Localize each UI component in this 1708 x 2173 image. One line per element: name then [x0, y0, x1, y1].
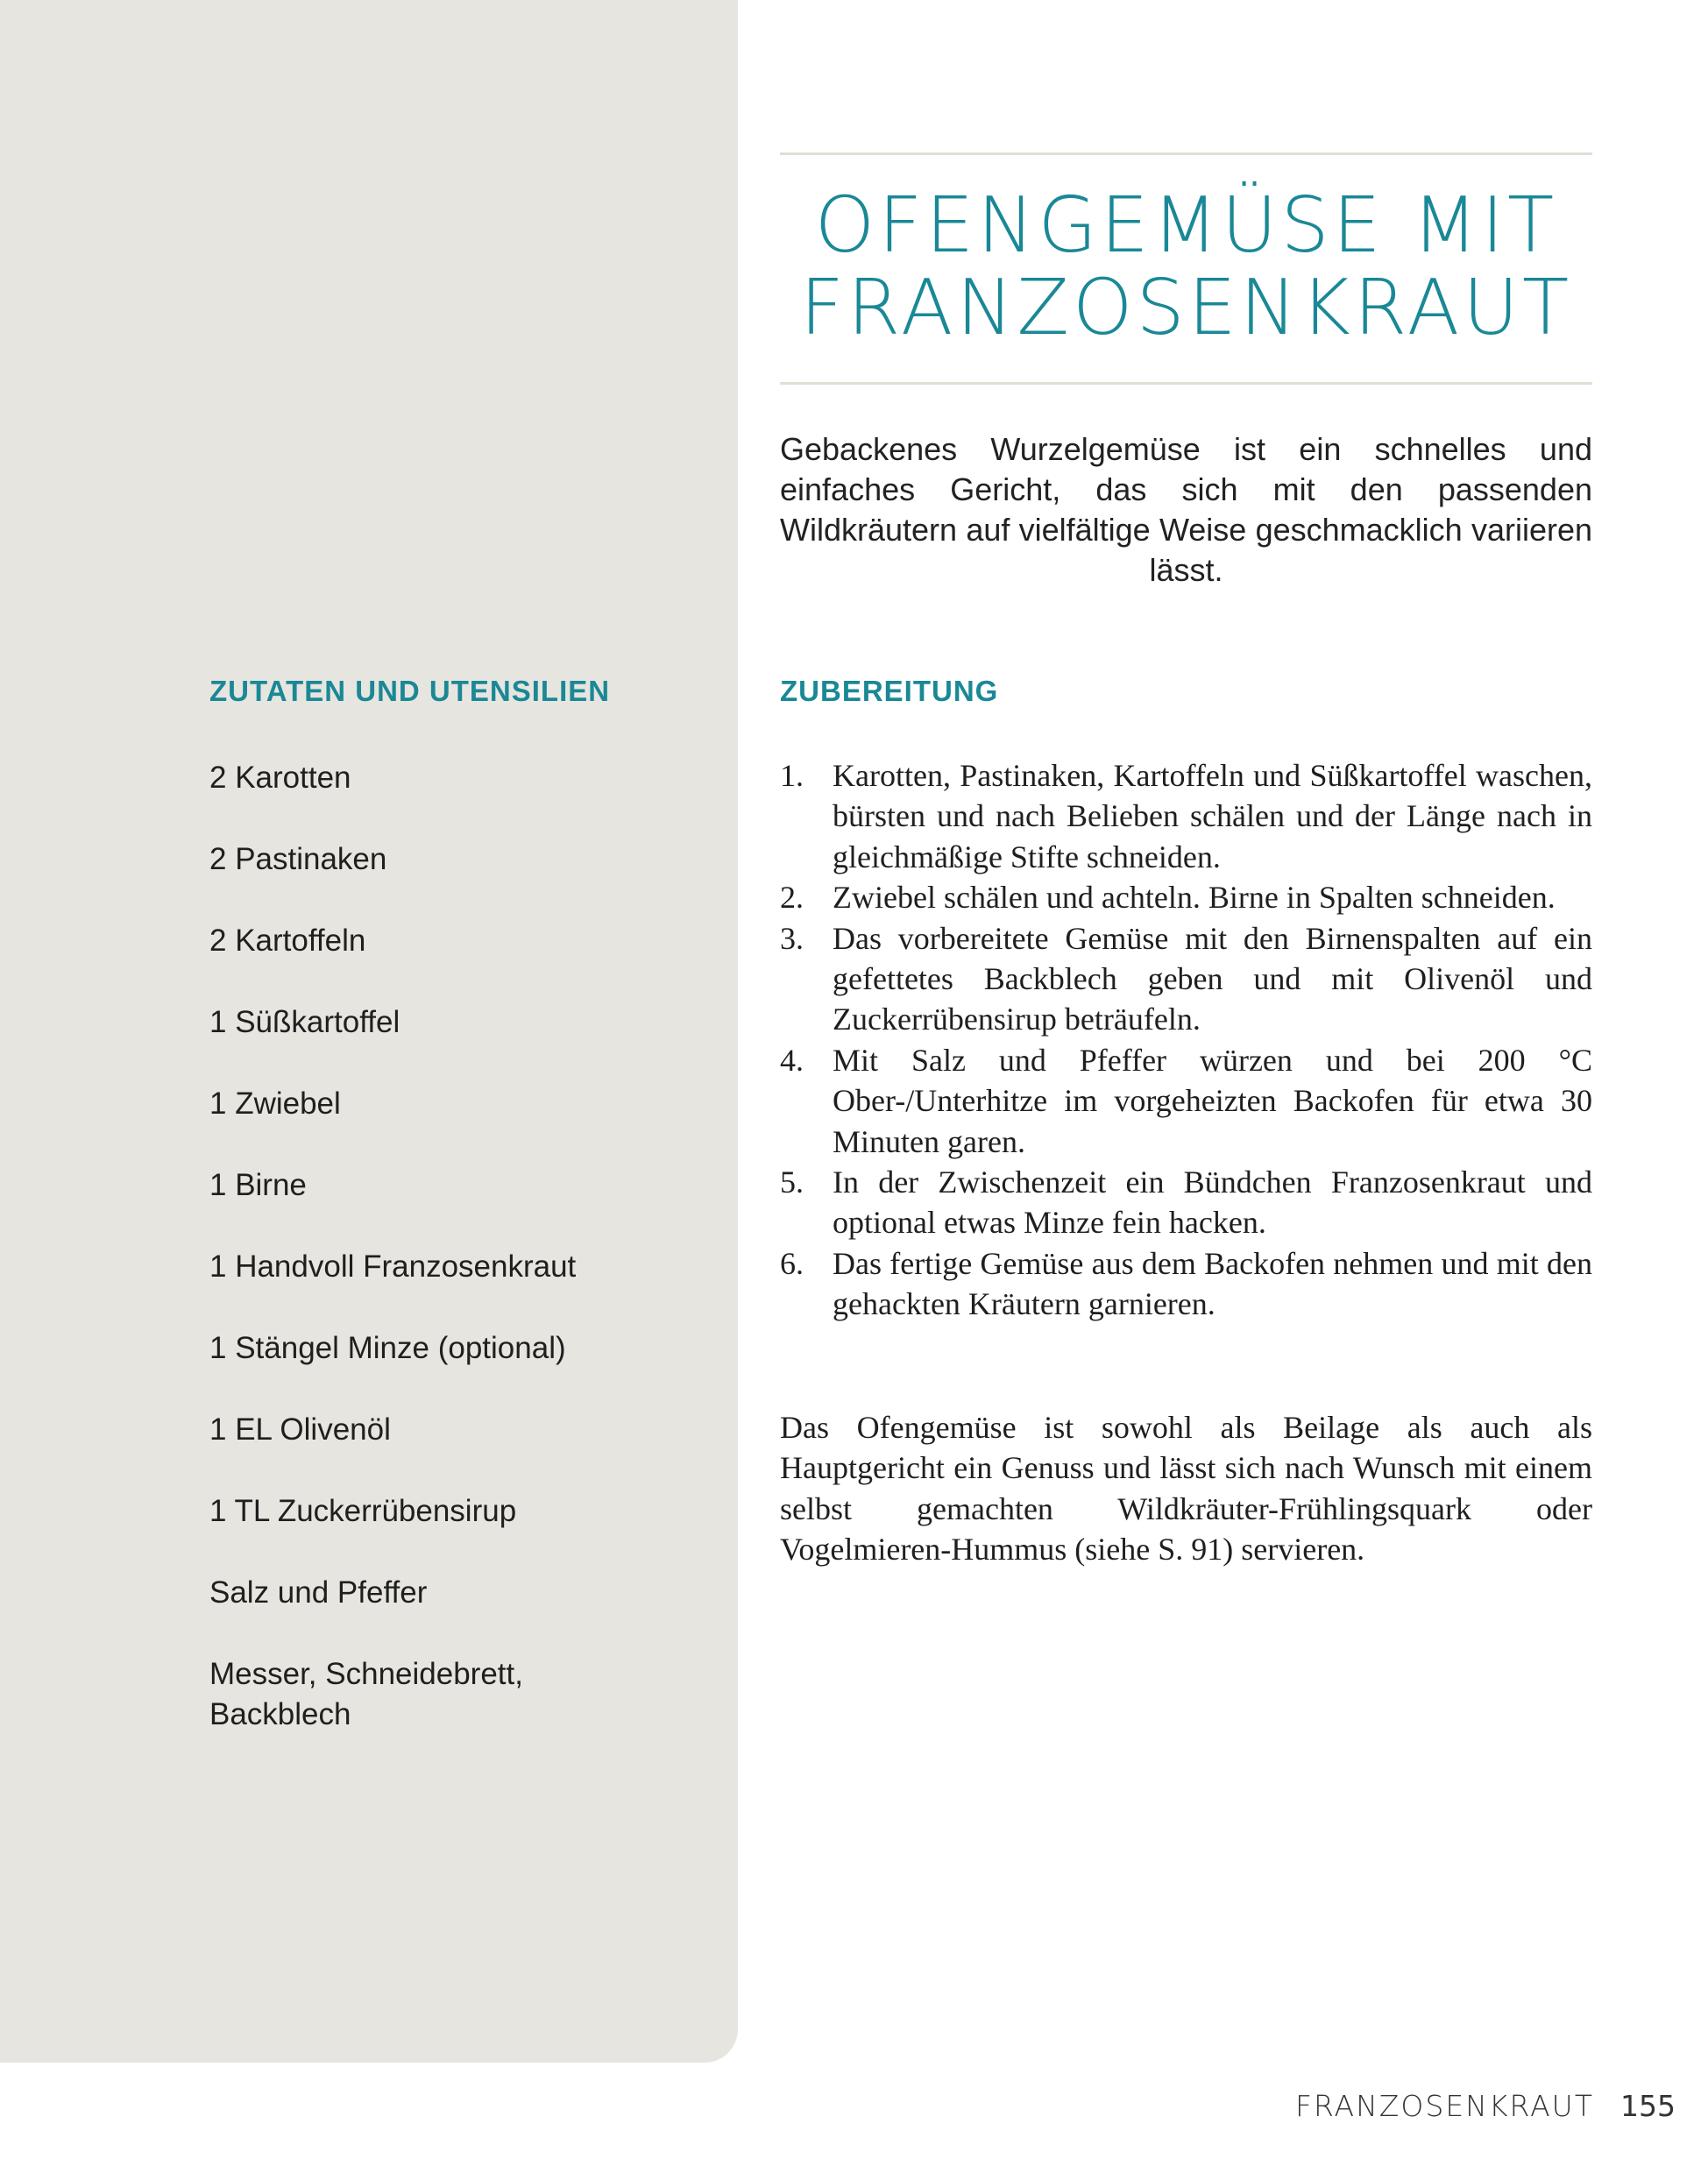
step-number: 2.: [780, 880, 804, 916]
page-footer: [1095, 2089, 1708, 2133]
ingredient-item: Messer, Schneidebrett, Backblech: [209, 1657, 523, 1731]
step-text: Karotten, Pastinaken, Kartoffeln und Süßkartoffel waschen, bürsten und nach Belieben schälen und der Länge nach in gleichmäßige Stifte schneiden.: [833, 758, 1592, 874]
preparation-step: [780, 1162, 1592, 1243]
preparation-step: [780, 918, 1592, 1040]
step-text: Das fertige Gemüse aus dem Backofen nehmen und mit den gehackten Kräutern garnieren.: [833, 1245, 1592, 1322]
preparation-step: [780, 755, 1592, 877]
page-number: 155: [1620, 2089, 1676, 2123]
recipe-intro: Gebackenes Wurzelgemüse ist ein schnelles und einfaches Gericht, das sich mit den passenden Wildkräutern auf vielfältige Weise geschmacklich variieren lässt.: [780, 431, 1592, 588]
serving-note: Das Ofengemüse ist sowohl als Beilage als auch als Hauptgericht ein Genuss und lässt sich nach Wunsch mit einem selbst gemachten Wildkräuter-Frühlingsquark oder Vogelmieren-Hummus (siehe S. 91) servieren.: [780, 1410, 1592, 1568]
step-number: 3.: [780, 920, 804, 956]
ingredients-heading: ZUTATEN UND UTENSILIEN: [209, 675, 611, 707]
ingredient-item: 1 TL Zuckerrübensirup: [209, 1494, 517, 1528]
recipe-title: [780, 180, 1592, 352]
recipe-title-line-2: FRANZOSENKRAUT: [799, 263, 1573, 352]
ingredient-item: 1 Handvoll Franzosenkraut: [209, 1249, 577, 1284]
step-text: In der Zwischenzeit ein Bündchen Franzosenkraut und optional etwas Minze fein hacken.: [833, 1164, 1592, 1241]
ingredient-item: 1 Zwiebel: [209, 1086, 341, 1121]
ingredient-item: 1 Stängel Minze (optional): [209, 1331, 566, 1365]
title-top-rule: [780, 152, 1592, 155]
ingredient-item: 1 EL Olivenöl: [209, 1412, 391, 1447]
preparation-step: [780, 1243, 1592, 1325]
step-number: 1.: [780, 758, 804, 793]
step-text: Zwiebel schälen und achteln. Birne in Spalten schneiden.: [833, 880, 1556, 916]
ingredient-item: 2 Karotten: [209, 761, 351, 795]
preparation-steps-list: [780, 755, 1592, 1325]
ingredient-item: 2 Pastinaken: [209, 842, 387, 876]
preparation-step: [780, 877, 1592, 917]
step-number: 4.: [780, 1042, 804, 1078]
preparation-step: [780, 1040, 1592, 1162]
ingredients-list: [209, 758, 700, 1776]
step-text: Mit Salz und Pfeffer würzen und bei 200 °C Ober-/Unterhitze im vorgeheizten Backofen für etwa 30 Minuten garen.: [833, 1042, 1592, 1159]
ingredient-item: Salz und Pfeffer: [209, 1575, 428, 1610]
running-footer-title: FRANZOSENKRAUT: [1294, 2089, 1594, 2123]
title-bottom-rule: [780, 382, 1592, 385]
recipe-title-line-1: OFENGEMÜSE MIT: [814, 180, 1558, 270]
step-number: 6.: [780, 1245, 804, 1281]
step-number: 5.: [780, 1164, 804, 1200]
preparation-heading: ZUBEREITUNG: [780, 675, 999, 707]
step-text: Das vorbereitete Gemüse mit den Birnenspalten auf ein gefettetes Backblech geben und mit Olivenöl und Zuckerrübensirup beträufeln.: [833, 920, 1592, 1037]
ingredient-item: 1 Süßkartoffel: [209, 1005, 400, 1039]
ingredient-item: 2 Kartoffeln: [209, 924, 366, 958]
ingredient-item: 1 Birne: [209, 1168, 307, 1202]
